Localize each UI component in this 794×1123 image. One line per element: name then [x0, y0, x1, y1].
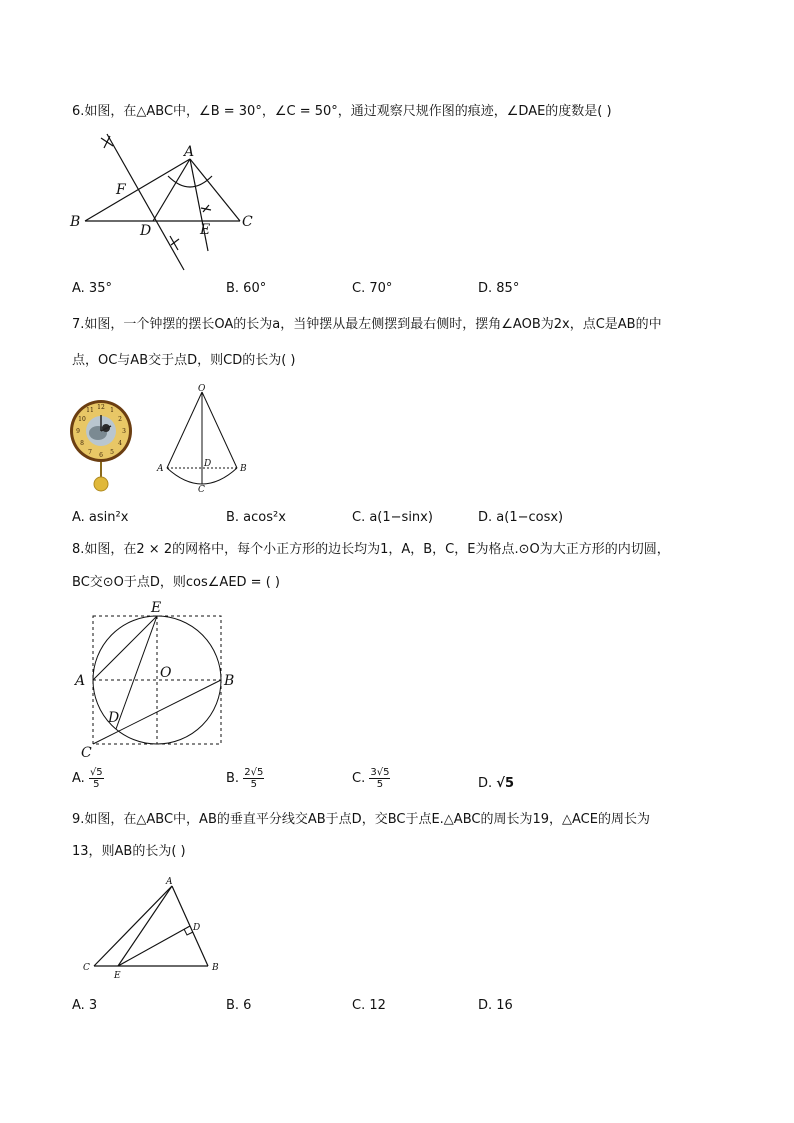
clock-num-8: 8 — [80, 440, 84, 447]
question-8-line1: 8.如图，在2 × 2的网格中，每个小正方形的边长均为1，A，B，C，E为格点.⊙O为大正方形的内切圆， — [72, 542, 670, 557]
clock-num-11: 11 — [86, 407, 94, 414]
q8-option-d[interactable]: D. √5 — [478, 776, 515, 791]
q7-option-d[interactable]: D. a(1−cosx) — [478, 510, 564, 525]
question-9-line2: 13，则AB的长为( ) — [72, 844, 186, 859]
clock-num-10: 10 — [78, 416, 86, 423]
label-O: O — [160, 665, 172, 681]
label-C: C — [83, 963, 90, 973]
label-A: A — [166, 877, 173, 887]
label-O: O — [198, 384, 206, 394]
clock-num-3: 3 — [122, 428, 126, 435]
q9-option-c[interactable]: C. 12 — [352, 998, 386, 1013]
label-B: B — [212, 963, 219, 973]
label-E: E — [114, 971, 121, 981]
figure-q6-triangle — [60, 126, 270, 276]
question-9-line1: 9.如图，在△ABC中，AB的垂直平分线交AB于点D，交BC于点E.△ABC的周长为19，△ACE的周长为 — [72, 812, 650, 827]
figure-q8-circle-grid — [74, 598, 244, 760]
label-E: E — [151, 600, 162, 616]
label-F: F — [116, 182, 126, 198]
q6-option-d[interactable]: D. 85° — [478, 281, 520, 296]
q8-option-a[interactable]: A. $\frac{√5}{5}$ — [72, 767, 103, 790]
label-D: D — [193, 923, 201, 933]
clock-num-4: 4 — [118, 440, 122, 447]
pendulum-clock-image — [68, 398, 134, 496]
figure-q9-triangle — [80, 872, 230, 982]
label-B: B — [70, 214, 81, 230]
clock-num-6: 6 — [99, 452, 103, 459]
q8-option-c[interactable]: C. $\frac{3√5}{5}$ — [352, 767, 390, 790]
q7-option-c[interactable]: C. a(1−sinx) — [352, 510, 433, 525]
label-C: C — [242, 214, 253, 230]
q6-option-a[interactable]: A. 35° — [72, 281, 112, 296]
question-7-line1: 7.如图，一个钟摆的摆长OA的长为a，当钟摆从最左侧摆到最右侧时，摆角∠AOB为2x，点C是AB的中 — [72, 317, 662, 332]
q7-option-a[interactable]: A. asin²x — [72, 510, 129, 525]
q8-option-b[interactable]: B. $\frac{2√5}{5}$ — [226, 767, 264, 790]
q7-option-b[interactable]: B. acos²x — [226, 510, 286, 525]
clock-num-7: 7 — [88, 449, 92, 456]
label-A: A — [75, 673, 86, 689]
label-B: B — [240, 464, 247, 474]
label-D: D — [108, 710, 120, 726]
label-A: A — [184, 144, 195, 160]
fraction: $\frac{2√5}{5}$ — [244, 767, 264, 790]
fraction: $\frac{3√5}{5}$ — [370, 767, 390, 790]
label-D: D — [204, 459, 212, 469]
q9-option-b[interactable]: B. 6 — [226, 998, 252, 1013]
q6-option-b[interactable]: B. 60° — [226, 281, 267, 296]
label-E: E — [200, 222, 211, 238]
question-8-line2: BC交⊙O于点D，则cos∠AED = ( ) — [72, 575, 280, 590]
clock-num-9: 9 — [76, 428, 80, 435]
q9-option-a[interactable]: A. 3 — [72, 998, 98, 1013]
label-A: A — [157, 464, 164, 474]
clock-num-12: 12 — [97, 404, 105, 411]
label-C: C — [81, 745, 92, 761]
figure-q7-pendulum — [152, 382, 252, 494]
q9-option-d[interactable]: D. 16 — [478, 998, 513, 1013]
clock-num-1: 1 — [110, 407, 114, 414]
label-B: B — [224, 673, 235, 689]
label-D: D — [140, 223, 152, 239]
q6-option-c[interactable]: C. 70° — [352, 281, 393, 296]
clock-num-2: 2 — [118, 416, 122, 423]
clock-num-5: 5 — [110, 449, 114, 456]
label-C: C — [198, 485, 205, 495]
question-6-text: 6.如图，在△ABC中，∠B = 30°，∠C = 50°，通过观察尺规作图的痕迹，∠DAE的度数是( ) — [72, 104, 612, 119]
fraction: $\frac{√5}{5}$ — [89, 767, 103, 790]
question-7-line2: 点，OC与AB交于点D，则CD的长为( ) — [72, 353, 296, 368]
